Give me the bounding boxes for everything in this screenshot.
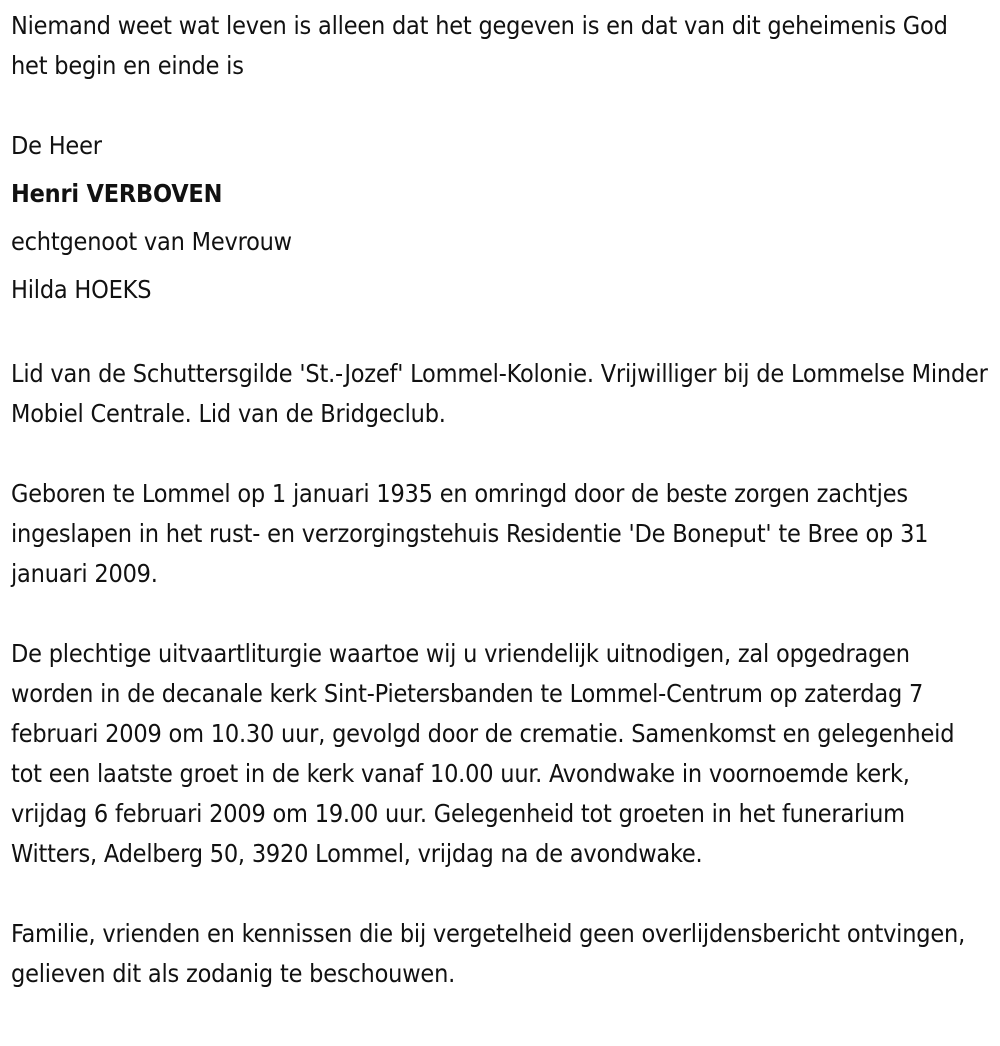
memberships-paragraph: Lid van de Schuttersgilde 'St.-Jozef' Lommel-Kolonie. Vrijwilliger bij de Lommelse Minder Mobiel Centrale. Lid van de Bridgeclub.	[11, 359, 988, 428]
deceased-block	[11, 122, 990, 314]
deceased-name: Henri VERBOVEN	[11, 179, 223, 208]
opening-motto: Niemand weet wat leven is alleen dat het gegeven is en dat van dit geheimenis God het begin en einde is	[11, 11, 948, 80]
salutation: De Heer	[11, 131, 102, 160]
spouse-name: Hilda HOEKS	[11, 275, 152, 304]
relation-text: echtgenoot van Mevrouw	[11, 227, 292, 256]
birth-death-paragraph: Geboren te Lommel op 1 januari 1935 en omringd door de beste zorgen zachtjes ingeslapen in het rust- en verzorgingstehuis Residentie 'De Boneput' te Bree op 31 januari 2009.	[11, 479, 929, 588]
closing-paragraph: Familie, vrienden en kennissen die bij vergetelheid geen overlijdensbericht ontvingen, gelieven dit als zodanig te beschouwen.	[11, 919, 966, 988]
funeral-paragraph: De plechtige uitvaartliturgie waartoe wij u vriendelijk uitnodigen, zal opgedragen worden in de decanale kerk Sint-Pietersbanden te Lommel-Centrum op zaterdag 7 februari 2009 om 10.30 uur, gevolgd door de crematie. Samenkomst en gelegenheid tot een laatste groet in de kerk vanaf 10.00 uur. Avondwake in voornoemde kerk, vrijdag 6 februari 2009 om 19.00 uur. Gelegenheid tot groeten in het funerarium Witters, Adelberg 50, 3920 Lommel, vrijdag na de avondwake.	[11, 639, 955, 868]
